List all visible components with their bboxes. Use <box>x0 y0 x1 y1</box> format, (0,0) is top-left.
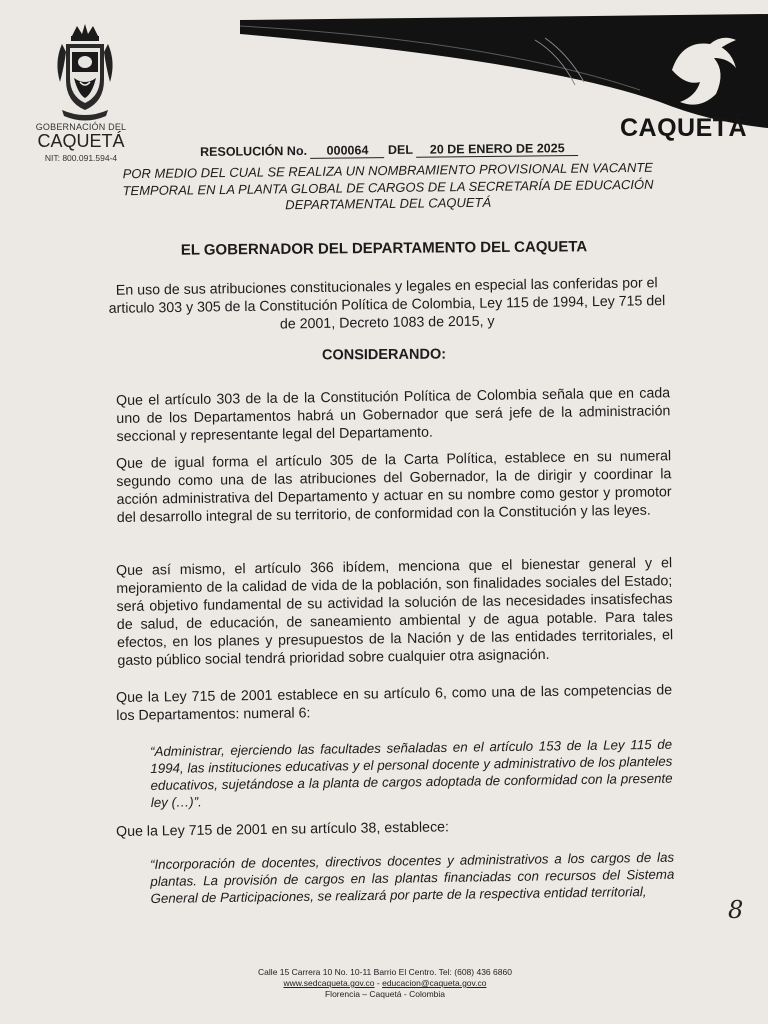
footer <box>200 967 570 1000</box>
paragraph-article-305: Que de igual forma el artículo 305 de la Carta Política, establece en su numeral segundo como una de las atribuciones del Gobernador, la de dirigir y coordinar la acción administrativa del Departamento y actuar en su nombre como gestor y promotor del desarrollo integral de su territorio, de conformidad con la Constitución y las leyes. <box>116 448 672 526</box>
preamble: En uso de sus atribuciones constitucionales y legales en especial las conferidas por el articulo 303 y 305 de la Constitución Política de Colombia, Ley 115 de 1994, Ley 715 del de 2001, Decreto 1083 de 2015, y <box>108 275 666 333</box>
handwritten-folio-number: 8 <box>728 896 744 924</box>
document-title: EL GOBERNADOR DEL DEPARTAMENTO DEL CAQUETA <box>180 238 588 259</box>
bird-swoosh-icon <box>240 10 768 130</box>
org-name-line2: CAQUETÁ <box>37 131 125 151</box>
resolution-label: RESOLUCIÓN No. <box>200 143 308 159</box>
paragraph-ley-715-art6: Que la Ley 715 de 2001 establece en su artículo 6, como una de las competencias de los Departamentos: numeral 6: <box>116 682 673 724</box>
resolution-subject: POR MEDIO DEL CUAL SE REALIZA UN NOMBRAMIENTO PROVISIONAL EN VACANTE TEMPORAL EN LA PLANTA GLOBAL DE CARGOS DE LA SECRETARÍA DE EDUCACIÓN DEPARTAMENTAL DEL CAQUETÁ <box>122 159 654 213</box>
quote-ley-715-art38: “Incorporación de docentes, directivos docentes y administrativos a los cargos de las plantas. La provisión de cargos en las plantas financiadas con recursos del Sistema General de Participaciones, se realizará por parte de la respectiva entidad territorial, <box>150 849 675 906</box>
resolution-del: DEL <box>387 142 413 158</box>
paragraph-article-366: Que así mismo, el artículo 366 ibídem, menciona que el bienestar general y el mejoramiento de la calidad de vida de la población, son finalidades sociales del Estado; será objetivo fundamental de su actividad la solución de las necesidades insatisfechas de salud, de educación, de saneamiento ambiental y de agua potable. Para tales efectos, en los planes y presupuestos de la Nación y de las entidades territoriales, el gasto público social tendrá prioridad sobre cualquier otra asignación. <box>116 555 674 669</box>
org-nit: NIT: 800.091.594-4 <box>44 153 118 163</box>
brand-wordmark: CAQUETÁ <box>620 114 748 142</box>
quote-ley-715-art6: “Administrar, ejerciendo las facultades señaladas en el artículo 153 de la Ley 115 de 1994, las instituciones educativas y el personal docente y administrativo de los planteles educativos, sujetándose a la planta de cargos adoptada de conformidad con la presente ley (…)”. <box>150 736 673 810</box>
org-name-line1: GOBERNACIÓN DEL <box>35 122 127 132</box>
resolution-line <box>200 141 620 160</box>
paragraph-article-303: Que el artículo 303 de la de la Constitución Política de Colombia señala que en cada uno de los Departamentos habrá un Gobernador que será jefe de la administración seccional y representante legal del Departamento. <box>116 385 671 445</box>
footer-address: Calle 15 Carrera 10 No. 10-11 Barrio El Centro. Tel: (608) 436 6860 <box>258 967 512 977</box>
footer-website-link[interactable]: www.sedcaqueta.gov.co <box>283 978 375 988</box>
coat-of-arms-icon <box>50 22 120 127</box>
footer-city: Florencia – Caquetá - Colombia <box>324 989 445 999</box>
footer-email-link[interactable]: educacion@caqueta.gov.co <box>382 978 487 988</box>
resolution-date: 20 DE ENERO DE 2025 <box>416 141 578 158</box>
resolution-number: 000064 <box>310 143 384 159</box>
footer-separator: - <box>374 978 383 988</box>
paragraph-ley-715-art38: Que la Ley 715 de 2001 en su artículo 38, establece: <box>116 819 450 840</box>
considerando-heading: CONSIDERANDO: <box>321 346 447 364</box>
